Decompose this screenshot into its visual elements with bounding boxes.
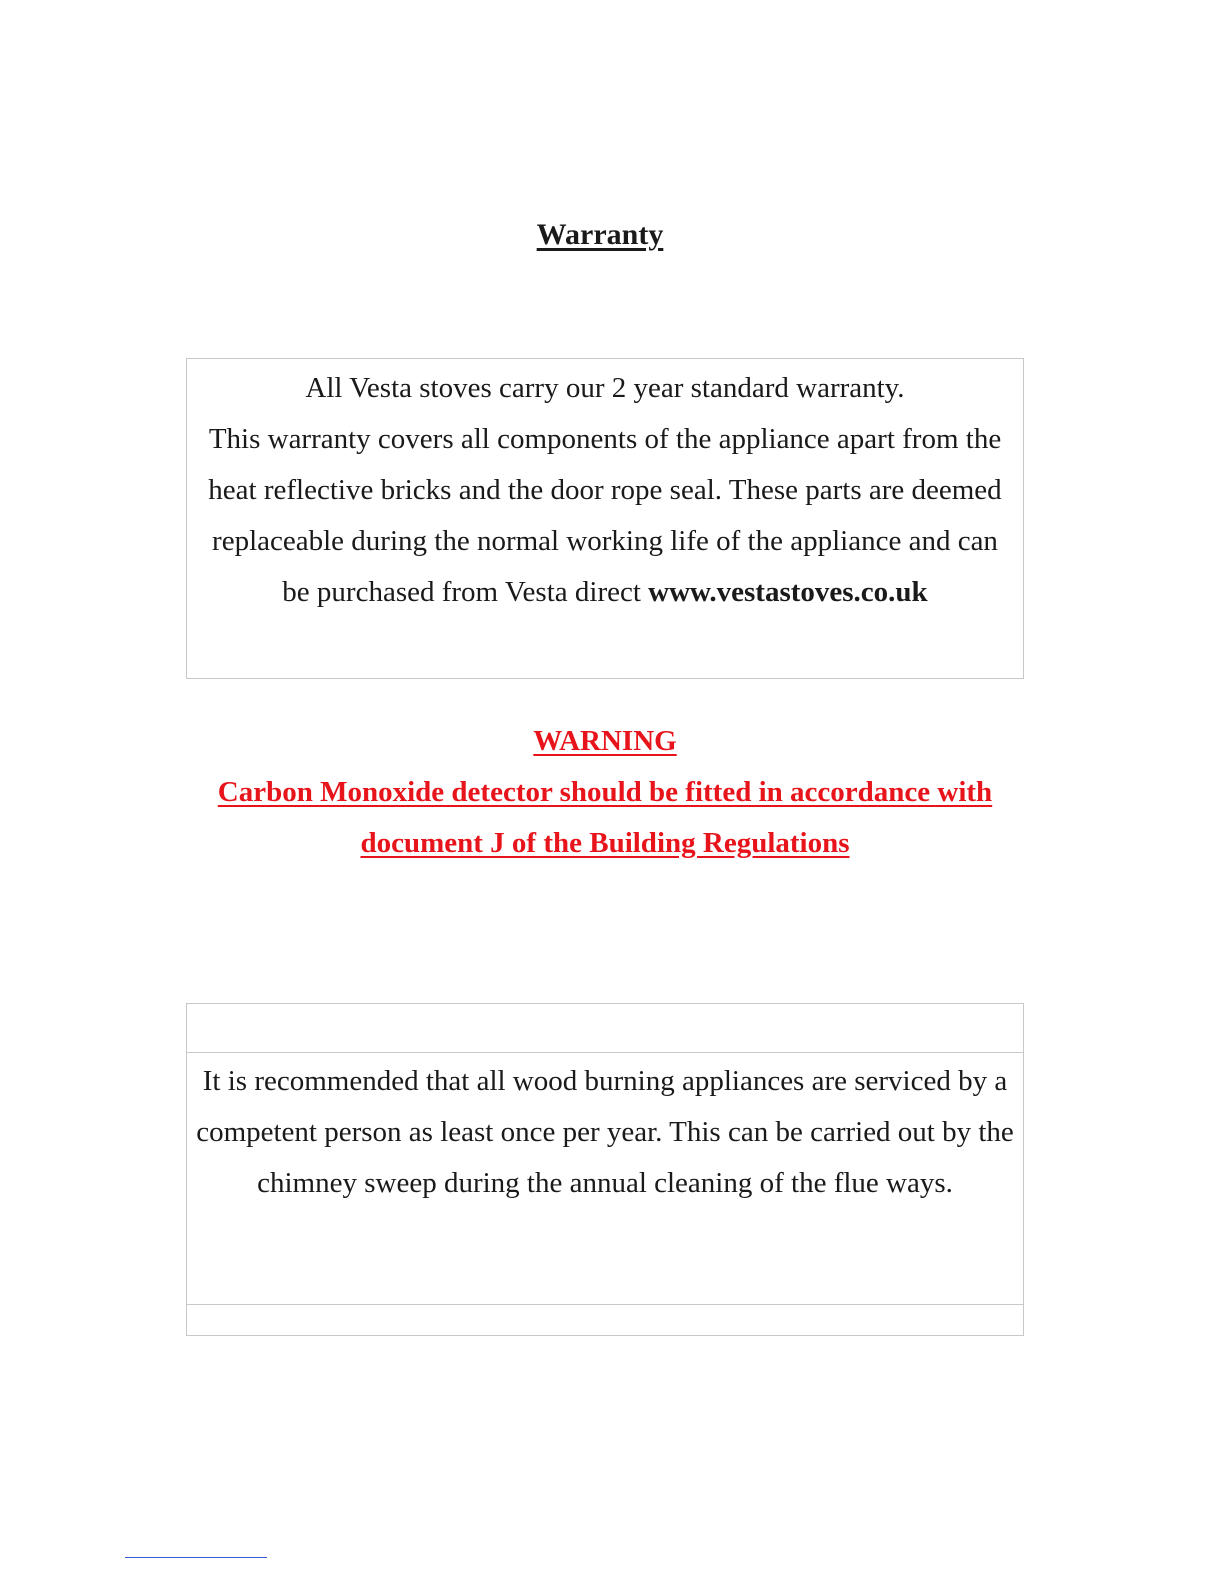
warning-title: WARNING bbox=[533, 725, 677, 757]
service-recommendation: It is recommended that all wood burning appliances are serviced by a competent person as least once per year. This can be carried out by the chimney sweep during the annual cleaning of the flue ways. bbox=[187, 1053, 1023, 1305]
warning-line-2: document J of the Building Regulations bbox=[360, 827, 850, 859]
footnote-divider bbox=[125, 1557, 267, 1558]
vesta-website-link[interactable]: www.vestastoves.co.uk bbox=[648, 576, 928, 608]
service-table bbox=[186, 1003, 1024, 1336]
warning-notice bbox=[210, 716, 1000, 869]
service-table-header-row bbox=[187, 1004, 1023, 1053]
warranty-heading: Warranty bbox=[536, 218, 664, 251]
warranty-intro: All Vesta stoves carry our 2 year standard warranty. bbox=[305, 372, 905, 404]
warranty-body bbox=[195, 414, 1015, 618]
warranty-body-text: This warranty covers all components of the appliance apart from the heat reflective bricks and the door rope seal. These parts are deemed replaceable during the normal working life of the appliance and can be purchased from Vesta direct bbox=[208, 423, 1002, 608]
warranty-box bbox=[186, 358, 1024, 679]
warning-line-1: Carbon Monoxide detector should be fitted in accordance with bbox=[217, 776, 993, 808]
